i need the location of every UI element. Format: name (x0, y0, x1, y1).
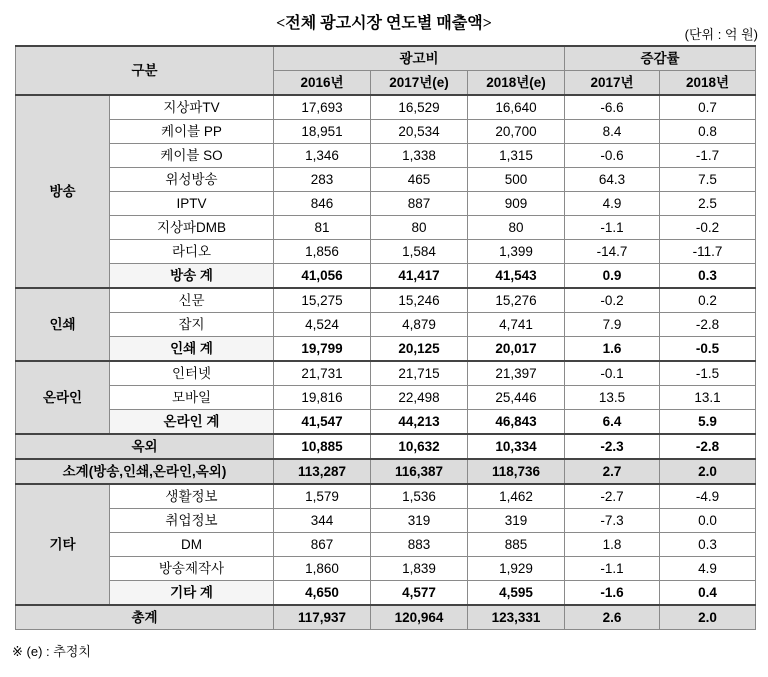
value-cell: 4,879 (371, 313, 468, 337)
row-label: DM (110, 533, 274, 557)
value-cell: 867 (274, 533, 371, 557)
value-cell: 116,387 (371, 459, 468, 484)
row-label: 인터넷 (110, 361, 274, 386)
value-cell: 1,929 (468, 557, 565, 581)
subtotal-label: 온라인 계 (110, 410, 274, 435)
value-cell: 22,498 (371, 386, 468, 410)
growth-cell: -14.7 (565, 240, 660, 264)
group-label: 기타 (16, 484, 110, 605)
ad-spend-header: 광고비 (274, 46, 565, 71)
growth-cell: -7.3 (565, 509, 660, 533)
value-cell: 123,331 (468, 605, 565, 630)
growth-cell: 2.0 (660, 459, 756, 484)
growth-cell: 2.7 (565, 459, 660, 484)
value-cell: 909 (468, 192, 565, 216)
value-cell: 465 (371, 168, 468, 192)
table-row (16, 240, 756, 264)
growth-cell: 13.1 (660, 386, 756, 410)
year-header: 2018년(e) (468, 71, 565, 96)
growth-cell: 5.9 (660, 410, 756, 435)
value-cell: 41,547 (274, 410, 371, 435)
value-cell: 1,584 (371, 240, 468, 264)
growth-cell: 0.3 (660, 533, 756, 557)
row-label: 케이블 SO (110, 144, 274, 168)
group-label: 방송 (16, 95, 110, 288)
value-cell: 16,529 (371, 95, 468, 120)
table-row (16, 216, 756, 240)
value-cell: 21,397 (468, 361, 565, 386)
row-label: 신문 (110, 288, 274, 313)
growth-cell: 8.4 (565, 120, 660, 144)
growth-cell: 64.3 (565, 168, 660, 192)
growth-cell: 4.9 (660, 557, 756, 581)
total-row (16, 605, 756, 630)
growth-cell: 7.9 (565, 313, 660, 337)
value-cell: 4,524 (274, 313, 371, 337)
table-row (16, 533, 756, 557)
subtotal-all-row (16, 459, 756, 484)
value-cell: 10,334 (468, 434, 565, 459)
table-row (16, 361, 756, 386)
growth-cell: -6.6 (565, 95, 660, 120)
growth-header: 증감률 (565, 46, 756, 71)
table-row (16, 484, 756, 509)
value-cell: 17,693 (274, 95, 371, 120)
growth-cell: 2.6 (565, 605, 660, 630)
value-cell: 319 (371, 509, 468, 533)
row-label: 지상파DMB (110, 216, 274, 240)
value-cell: 80 (468, 216, 565, 240)
subtotal-row (16, 581, 756, 606)
growth-cell: -1.6 (565, 581, 660, 606)
table-row (16, 313, 756, 337)
growth-cell: 13.5 (565, 386, 660, 410)
growth-cell: -1.7 (660, 144, 756, 168)
row-label: 지상파TV (110, 95, 274, 120)
value-cell: 15,275 (274, 288, 371, 313)
row-label: 라디오 (110, 240, 274, 264)
footnote: ※ (e) : 추정치 (12, 644, 91, 659)
growth-cell: -0.6 (565, 144, 660, 168)
value-cell: 1,338 (371, 144, 468, 168)
total-row-label: 총계 (16, 605, 274, 630)
table-row (16, 192, 756, 216)
growth-cell: 4.9 (565, 192, 660, 216)
growth-cell: 7.5 (660, 168, 756, 192)
outdoor-row-label: 옥외 (16, 434, 274, 459)
growth-cell: 1.6 (565, 337, 660, 362)
value-cell: 4,577 (371, 581, 468, 606)
value-cell: 10,885 (274, 434, 371, 459)
subtotal-row (16, 337, 756, 362)
value-cell: 25,446 (468, 386, 565, 410)
value-cell: 344 (274, 509, 371, 533)
growth-cell: 0.3 (660, 264, 756, 289)
growth-cell: 2.5 (660, 192, 756, 216)
value-cell: 18,951 (274, 120, 371, 144)
value-cell: 846 (274, 192, 371, 216)
value-cell: 19,816 (274, 386, 371, 410)
growth-cell: -0.5 (660, 337, 756, 362)
value-cell: 21,731 (274, 361, 371, 386)
outdoor-row (16, 434, 756, 459)
value-cell: 41,543 (468, 264, 565, 289)
value-cell: 1,536 (371, 484, 468, 509)
group-label: 온라인 (16, 361, 110, 434)
growth-cell: -2.8 (660, 313, 756, 337)
growth-cell: 0.0 (660, 509, 756, 533)
row-label: 방송제작사 (110, 557, 274, 581)
row-label: 생활정보 (110, 484, 274, 509)
table-row (16, 509, 756, 533)
value-cell: 500 (468, 168, 565, 192)
value-cell: 16,640 (468, 95, 565, 120)
value-cell: 1,315 (468, 144, 565, 168)
value-cell: 1,346 (274, 144, 371, 168)
value-cell: 113,287 (274, 459, 371, 484)
value-cell: 19,799 (274, 337, 371, 362)
value-cell: 10,632 (371, 434, 468, 459)
growth-cell: -2.3 (565, 434, 660, 459)
value-cell: 15,246 (371, 288, 468, 313)
growth-cell: 0.9 (565, 264, 660, 289)
subtotal-row (16, 264, 756, 289)
value-cell: 41,056 (274, 264, 371, 289)
value-cell: 81 (274, 216, 371, 240)
growth-cell: -4.9 (660, 484, 756, 509)
value-cell: 120,964 (371, 605, 468, 630)
year-header: 2016년 (274, 71, 371, 96)
value-cell: 4,650 (274, 581, 371, 606)
growth-year-header: 2018년 (660, 71, 756, 96)
year-header: 2017년(e) (371, 71, 468, 96)
value-cell: 1,839 (371, 557, 468, 581)
growth-cell: -0.2 (660, 216, 756, 240)
growth-cell: 0.7 (660, 95, 756, 120)
row-label: 케이블 PP (110, 120, 274, 144)
value-cell: 20,125 (371, 337, 468, 362)
category-header: 구분 (16, 46, 274, 95)
header-row-1 (16, 46, 756, 71)
table-row (16, 144, 756, 168)
table-title: <전체 광고시장 연도별 매출액> (276, 15, 492, 32)
value-cell: 44,213 (371, 410, 468, 435)
value-cell: 4,595 (468, 581, 565, 606)
growth-cell: -1.5 (660, 361, 756, 386)
value-cell: 15,276 (468, 288, 565, 313)
value-cell: 118,736 (468, 459, 565, 484)
growth-cell: 2.0 (660, 605, 756, 630)
value-cell: 1,860 (274, 557, 371, 581)
growth-cell: -0.2 (565, 288, 660, 313)
value-cell: 887 (371, 192, 468, 216)
row-label: 위성방송 (110, 168, 274, 192)
value-cell: 1,399 (468, 240, 565, 264)
value-cell: 80 (371, 216, 468, 240)
subtotal-all-row-label: 소계(방송,인쇄,온라인,옥외) (16, 459, 274, 484)
growth-cell: 0.4 (660, 581, 756, 606)
growth-cell: -0.1 (565, 361, 660, 386)
row-label: IPTV (110, 192, 274, 216)
table-row (16, 386, 756, 410)
subtotal-label: 방송 계 (110, 264, 274, 289)
value-cell: 883 (371, 533, 468, 557)
value-cell: 1,856 (274, 240, 371, 264)
growth-cell: -1.1 (565, 216, 660, 240)
ad-market-table (15, 45, 756, 630)
growth-cell: -2.7 (565, 484, 660, 509)
group-label: 인쇄 (16, 288, 110, 361)
value-cell: 46,843 (468, 410, 565, 435)
growth-cell: 0.8 (660, 120, 756, 144)
growth-cell: 0.2 (660, 288, 756, 313)
value-cell: 117,937 (274, 605, 371, 630)
value-cell: 20,700 (468, 120, 565, 144)
table-row (16, 557, 756, 581)
value-cell: 885 (468, 533, 565, 557)
value-cell: 4,741 (468, 313, 565, 337)
value-cell: 1,579 (274, 484, 371, 509)
table-row (16, 95, 756, 120)
subtotal-row (16, 410, 756, 435)
subtotal-label: 기타 계 (110, 581, 274, 606)
growth-cell: -2.8 (660, 434, 756, 459)
value-cell: 41,417 (371, 264, 468, 289)
value-cell: 20,017 (468, 337, 565, 362)
value-cell: 319 (468, 509, 565, 533)
table-row (16, 168, 756, 192)
value-cell: 21,715 (371, 361, 468, 386)
growth-cell: -1.1 (565, 557, 660, 581)
row-label: 모바일 (110, 386, 274, 410)
table-row (16, 120, 756, 144)
value-cell: 20,534 (371, 120, 468, 144)
subtotal-label: 인쇄 계 (110, 337, 274, 362)
growth-cell: 6.4 (565, 410, 660, 435)
growth-cell: 1.8 (565, 533, 660, 557)
value-cell: 1,462 (468, 484, 565, 509)
value-cell: 283 (274, 168, 371, 192)
unit-label: (단위 : 억 원) (684, 27, 758, 42)
row-label: 잡지 (110, 313, 274, 337)
growth-year-header: 2017년 (565, 71, 660, 96)
growth-cell: -11.7 (660, 240, 756, 264)
table-row (16, 288, 756, 313)
row-label: 취업정보 (110, 509, 274, 533)
